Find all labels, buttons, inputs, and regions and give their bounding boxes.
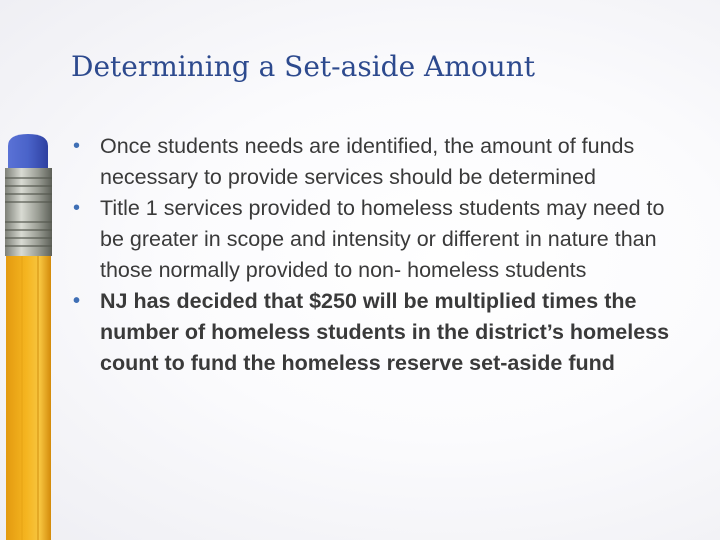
bullet-marker: • bbox=[73, 135, 81, 157]
slide-title: Determining a Set-aside Amount bbox=[71, 50, 535, 83]
bullet-item bbox=[73, 193, 693, 286]
bullet-text: Once students needs are identified, the amount of funds necessary to provide services should be determined bbox=[100, 134, 635, 189]
bullet-item-emphasized bbox=[73, 286, 693, 379]
bullet-list bbox=[73, 131, 693, 379]
bullet-marker: • bbox=[73, 197, 81, 219]
bullet-text: Title 1 services provided to homeless students may need to be greater in scope and intensity or different in nature than those normally provided to non- homeless students bbox=[100, 196, 665, 282]
bullet-marker: • bbox=[73, 290, 81, 312]
bullet-item bbox=[73, 131, 693, 193]
bullet-text: NJ has decided that $250 will be multiplied times the number of homeless students in the district’s homeless count to fund the homeless reserve set-aside fund bbox=[100, 289, 670, 375]
pencil-icon bbox=[0, 134, 60, 540]
